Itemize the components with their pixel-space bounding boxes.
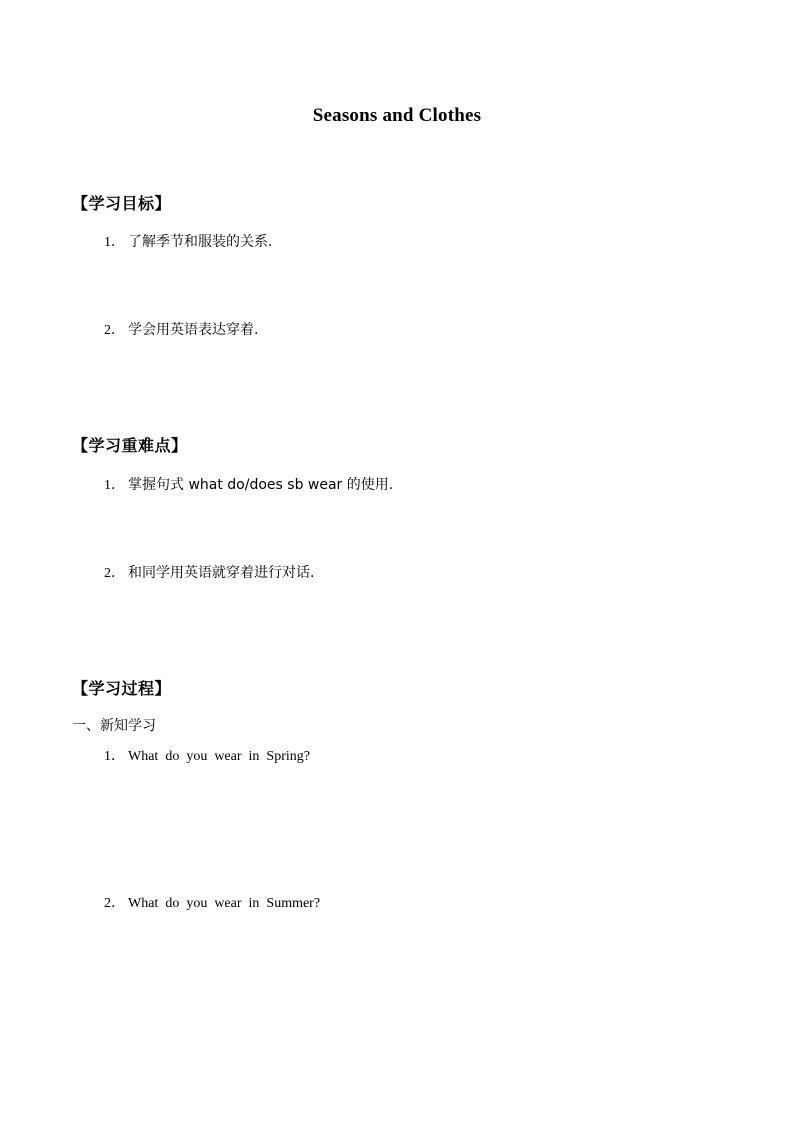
goal-item-2: [104, 319, 258, 339]
key-point-item-1-number: 1．: [104, 478, 125, 493]
goals-heading: 【学习目标】: [72, 194, 172, 213]
key-point-item-1: [104, 474, 393, 494]
document-title: Seasons and Clothes: [312, 105, 482, 126]
process-heading: 【学习过程】: [72, 679, 172, 698]
process-item-1-text: What do you wear in Spring?: [128, 749, 310, 764]
key-point-item-2-number: 2．: [104, 566, 125, 581]
key-points-heading: 【学习重难点】: [72, 436, 188, 455]
goal-item-2-text: 学会用英语表达穿着.: [128, 322, 259, 338]
goal-item-1-text: 了解季节和服装的关系.: [128, 234, 273, 250]
key-point-item-2: [104, 562, 314, 582]
process-item-1: [104, 745, 310, 765]
process-item-2-number: 2．: [104, 896, 125, 911]
goal-item-2-number: 2．: [104, 323, 125, 338]
process-item-1-number: 1．: [104, 749, 125, 764]
key-point-item-2-text: 和同学用英语就穿着进行对话.: [128, 565, 315, 581]
goal-item-1: [104, 231, 272, 251]
goal-item-1-number: 1．: [104, 235, 125, 250]
process-section-title: 一、新知学习: [72, 718, 156, 734]
process-item-2: [104, 892, 320, 912]
process-item-2-text: What do you wear in Summer?: [128, 896, 321, 911]
key-point-item-1-text: 掌握句式 what do/does sb wear 的使用.: [128, 477, 394, 493]
